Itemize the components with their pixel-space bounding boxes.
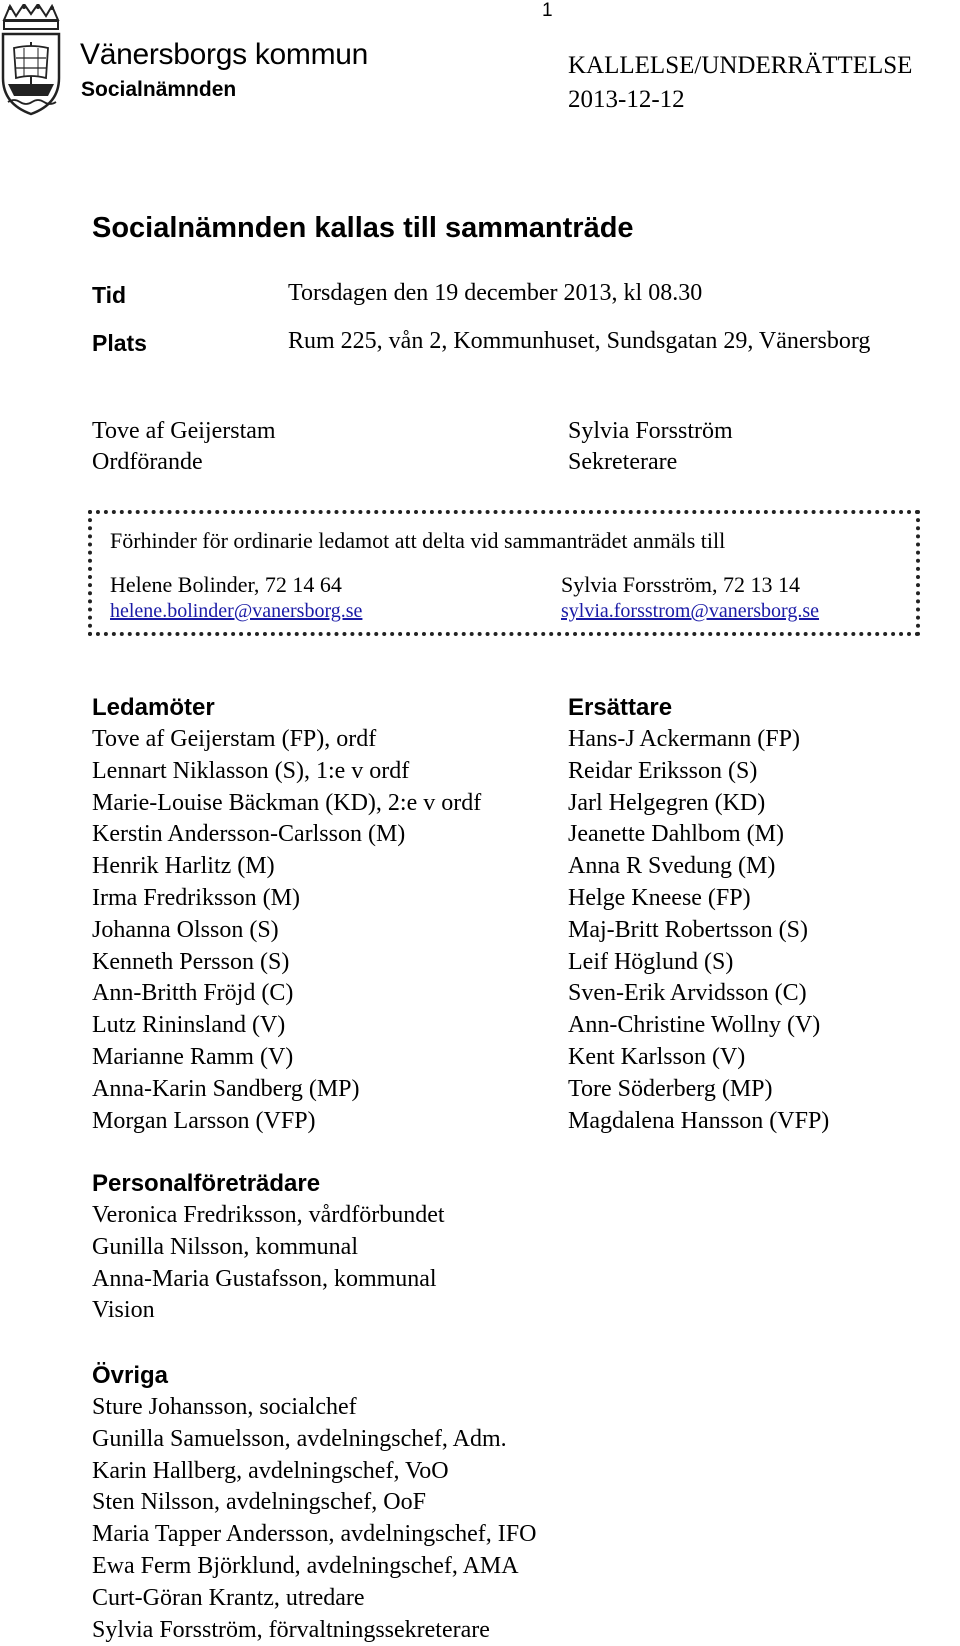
coat-of-arms-logo <box>0 4 62 116</box>
chair-name: Tove af Geijerstam <box>92 418 276 444</box>
list-item: Tore Söderberg (MP) <box>568 1075 773 1102</box>
list-item: Helge Kneese (FP) <box>568 884 751 911</box>
list-item: Reidar Eriksson (S) <box>568 757 758 784</box>
notice-text: Förhinder för ordinarie ledamot att delta vid sammanträdet anmäls till <box>110 528 726 553</box>
list-item: Sten Nilsson, avdelningschef, OoF <box>92 1489 426 1516</box>
list-item: Hans-J Ackermann (FP) <box>568 726 800 752</box>
substitutes-heading: Ersättare <box>568 694 673 721</box>
list-item: Veronica Fredriksson, vårdförbundet <box>92 1202 445 1228</box>
secretary-block <box>568 416 733 478</box>
list-item: Kerstin Andersson-Carlsson (M) <box>92 821 406 848</box>
list-item: Irma Fredriksson (M) <box>92 884 300 911</box>
others-heading: Övriga <box>92 1362 169 1389</box>
list-item: Jeanette Dahlbom (M) <box>568 821 784 848</box>
list-item: Sture Johansson, socialchef <box>92 1394 357 1420</box>
staff-reps-list <box>92 1200 445 1327</box>
contact-2-email-link[interactable]: sylvia.forsstrom@vanersborg.se <box>561 600 820 622</box>
list-item: Gunilla Samuelsson, avdelningschef, Adm. <box>92 1425 507 1452</box>
list-item: Leif Höglund (S) <box>568 948 734 975</box>
others-list <box>92 1392 536 1646</box>
list-item: Magdalena Hansson (VFP) <box>568 1107 830 1134</box>
contact-2-name: Sylvia Forsström, 72 13 14 <box>561 572 800 597</box>
members-list <box>92 724 481 1137</box>
page-number: 1 <box>542 0 553 21</box>
list-item: Lennart Niklasson (S), 1:e v ordf <box>92 757 410 784</box>
list-item: Ann-Christine Wollny (V) <box>568 1012 821 1039</box>
place-value: Rum 225, vån 2, Kommunhuset, Sundsgatan 29, Vänersborg <box>288 328 871 354</box>
document-type: KALLELSE/UNDERRÄTTELSE <box>568 52 913 79</box>
contact-1-email-link[interactable]: helene.bolinder@vanersborg.se <box>110 600 363 622</box>
list-item: Morgan Larsson (VFP) <box>92 1107 316 1134</box>
list-item: Maria Tapper Andersson, avdelningschef, IFO <box>92 1521 537 1548</box>
organization-name: Vänersborgs kommun <box>80 38 369 71</box>
list-item: Kent Karlsson (V) <box>568 1043 746 1070</box>
list-item: Jarl Helgegren (KD) <box>568 789 766 816</box>
list-item: Anna-Maria Gustafsson, kommunal <box>92 1265 437 1292</box>
list-item: Ann-Britth Fröjd (C) <box>92 980 294 1007</box>
list-item: Sven-Erik Arvidsson (C) <box>568 980 807 1007</box>
list-item: Marianne Ramm (V) <box>92 1043 294 1070</box>
list-item: Sylvia Forsström, förvaltningssekreterare <box>92 1616 490 1643</box>
document-date: 2013-12-12 <box>568 86 685 113</box>
list-item: Ewa Ferm Björklund, avdelningschef, AMA <box>92 1552 519 1579</box>
place-label: Plats <box>92 330 147 356</box>
organization-unit: Socialnämnden <box>81 78 237 101</box>
substitutes-list <box>568 724 829 1137</box>
list-item: Maj-Britt Robertsson (S) <box>568 916 808 943</box>
list-item: Lutz Rininsland (V) <box>92 1012 286 1039</box>
list-item: Anna-Karin Sandberg (MP) <box>92 1075 360 1102</box>
list-item: Tove af Geijerstam (FP), ordf <box>92 726 377 752</box>
chair-role: Ordförande <box>92 449 203 475</box>
list-item: Curt-Göran Krantz, utredare <box>92 1584 365 1611</box>
contact-1-name: Helene Bolinder, 72 14 64 <box>110 572 342 597</box>
chair-block <box>92 416 276 478</box>
list-item: Karin Hallberg, avdelningschef, VoO <box>92 1457 449 1484</box>
page-title: Socialnämnden kallas till sammanträde <box>92 212 634 244</box>
list-item: Marie-Louise Bäckman (KD), 2:e v ordf <box>92 789 482 816</box>
time-label: Tid <box>92 282 127 308</box>
secretary-name: Sylvia Forsström <box>568 418 733 444</box>
secretary-role: Sekreterare <box>568 449 678 475</box>
time-value: Torsdagen den 19 december 2013, kl 08.30 <box>288 280 703 306</box>
list-item: Kenneth Persson (S) <box>92 948 290 975</box>
list-item: Johanna Olsson (S) <box>92 916 279 943</box>
list-item: Anna R Svedung (M) <box>568 853 776 880</box>
members-heading: Ledamöter <box>92 694 215 721</box>
list-item: Henrik Harlitz (M) <box>92 853 275 880</box>
list-item: Gunilla Nilsson, kommunal <box>92 1233 358 1260</box>
staff-reps-heading: Personalföreträdare <box>92 1170 321 1197</box>
list-item: Vision <box>92 1297 155 1324</box>
